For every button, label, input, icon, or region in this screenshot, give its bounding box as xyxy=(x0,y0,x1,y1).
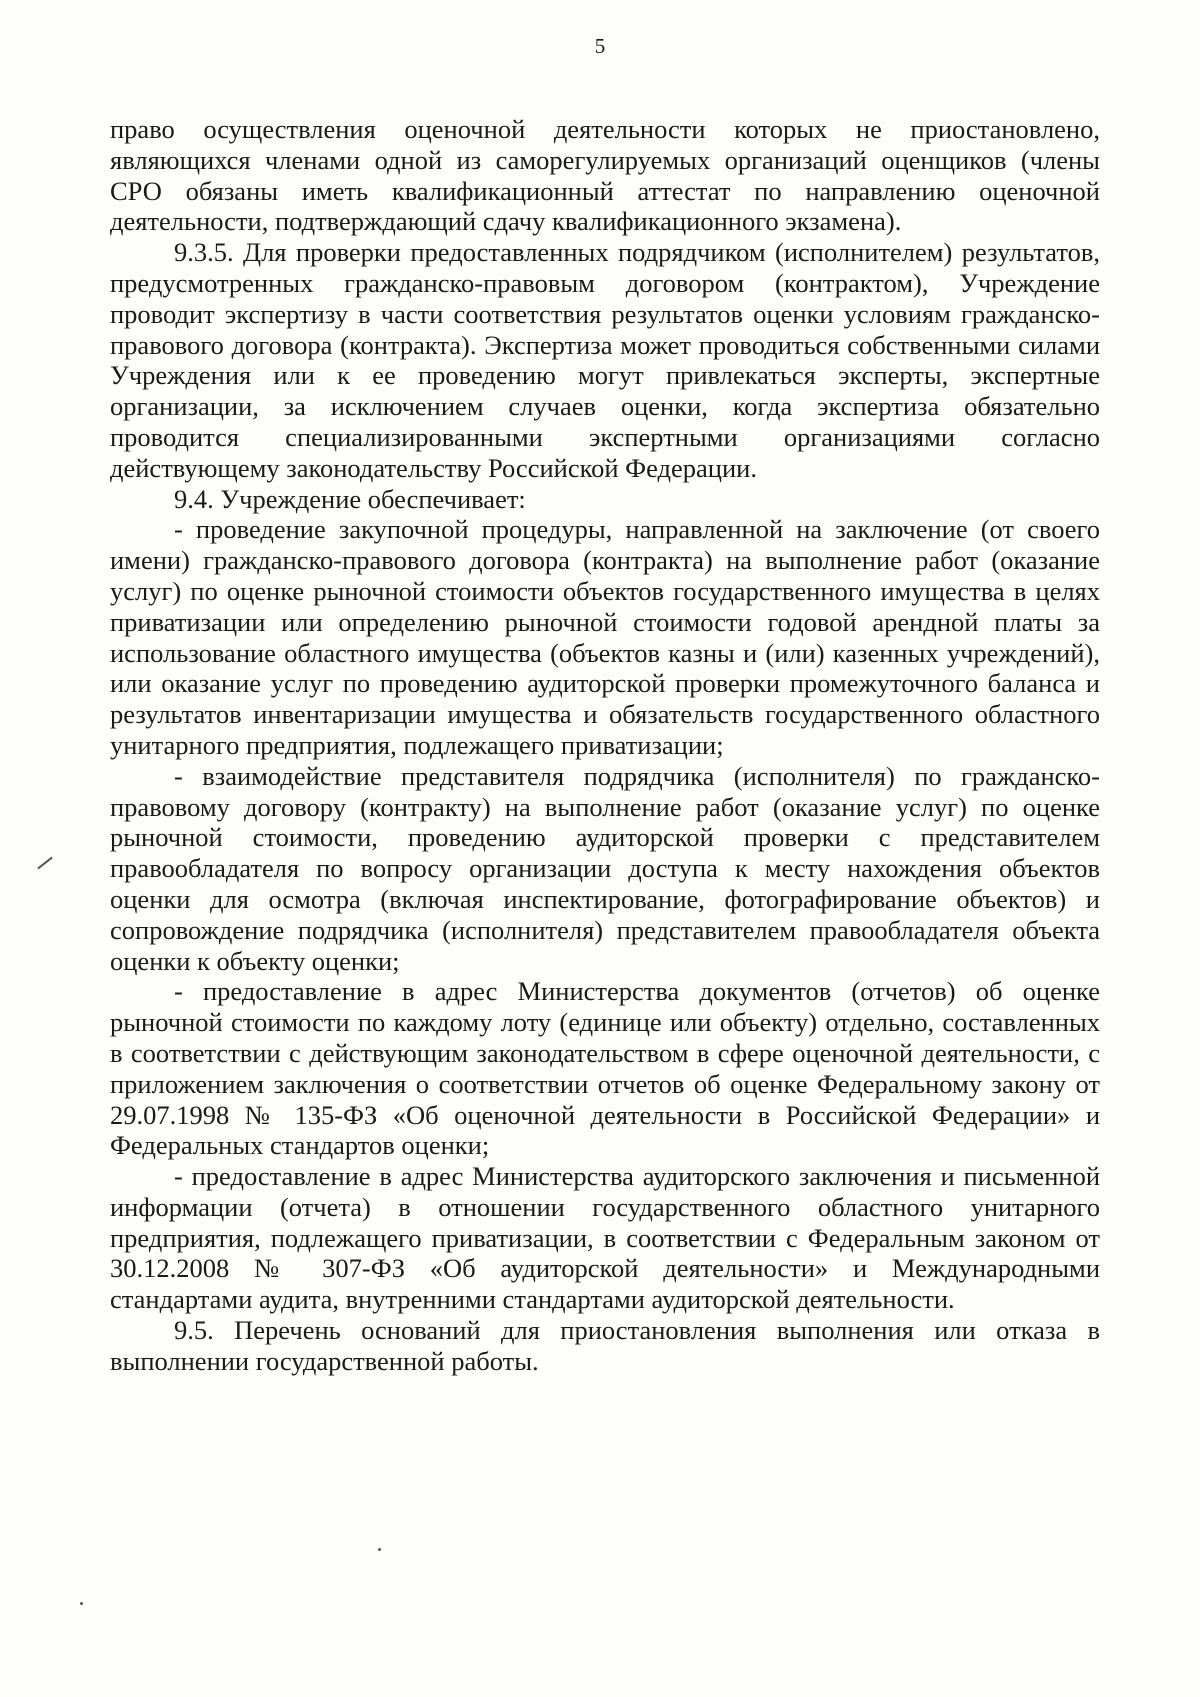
list-item-interaction: - взаимодействие представителя подрядчика (исполнителя) по гражданско-правовому договору (контракту) на выполнение работ (оказание услуг) по оценке рыночной стоимости, проведению аудиторской проверки с представителем правообладателя по вопросу организации доступа к месту нахождения объектов оценки для осмотра (включая инспектирование, фотографирование объектов) и сопровождение подрядчика (исполнителя) представителем правообладателя объекта оценки к объекту оценки; xyxy=(110,760,1100,976)
list-item-valuation-reports: - предоставление в адрес Министерства документов (отчетов) об оценке рыночной стоимости по каждому лоту (единице или объекту) отдельно, составленных в соответствии с действующим законодательством в сфере оценочной деятельности, с приложением заключения о соответствии отчетов об оценке Федеральному закону от 29.07.1998 № 135-ФЗ «Об оценочной деятельности в Российской Федерации» и Федеральных стандартов оценки; xyxy=(110,976,1100,1161)
list-item-procurement: - проведение закупочной процедуры, направленной на заключение (от своего имени) гражданско-правового договора (контракта) на выполнение работ (оказание услуг) по оценке рыночной стоимости объектов государственного имущества в целях приватизации или определению рыночной стоимости годовой арендной платы за использование областного имущества (объектов казны и (или) казенных учреждений), или оказание услуг по проведению аудиторской проверки промежуточного баланса и результатов инвентаризации имущества и обязательств государственного областного унитарного предприятия, подлежащего приватизации; xyxy=(110,514,1100,760)
scan-dot xyxy=(80,1602,83,1605)
paragraph-9-3-5: 9.3.5. Для проверки предоставленных подрядчиком (исполнителем) результатов, предусмотренных гражданско-правовым договором (контрактом), Учреждение проводит экспертизу в части соответствия результатов оценки условиям гражданско-правового договора (контракта). Экспертиза может проводиться собственными силами Учреждения или к ее проведению могут привлекаться эксперты, экспертные организации, за исключением случаев оценки, когда экспертиза обязательно проводится специализированными экспертными организациями согласно действующему законодательству Российской Федерации. xyxy=(110,237,1100,483)
paragraph-9-5: 9.5. Перечень оснований для приостановления выполнения или отказа в выполнении государственной работы. xyxy=(110,1315,1100,1376)
paragraph-continuation: право осуществления оценочной деятельности которых не приостановлено, являющихся членами одной из саморегулируемых организаций оценщиков (члены СРО обязаны иметь квалификационный аттестат по направлению оценочной деятельности, подтверждающий сдачу квалификационного экзамена). xyxy=(110,114,1100,237)
document-body xyxy=(110,114,1100,1377)
page-number: 5 xyxy=(594,34,606,58)
list-item-audit-report: - предоставление в адрес Министерства аудиторского заключения и письменной информации (отчета) в отношении государственного областного унитарного предприятия, подлежащего приватизации, в соответствии с Федеральным законом от 30.12.2008 № 307-ФЗ «Об аудиторской деятельности» и Международными стандартами аудита, внутренними стандартами аудиторской деятельности. xyxy=(110,1161,1100,1315)
scan-mark xyxy=(37,857,52,870)
scan-dot xyxy=(378,1548,381,1551)
paragraph-9-4: 9.4. Учреждение обеспечивает: xyxy=(174,483,526,514)
